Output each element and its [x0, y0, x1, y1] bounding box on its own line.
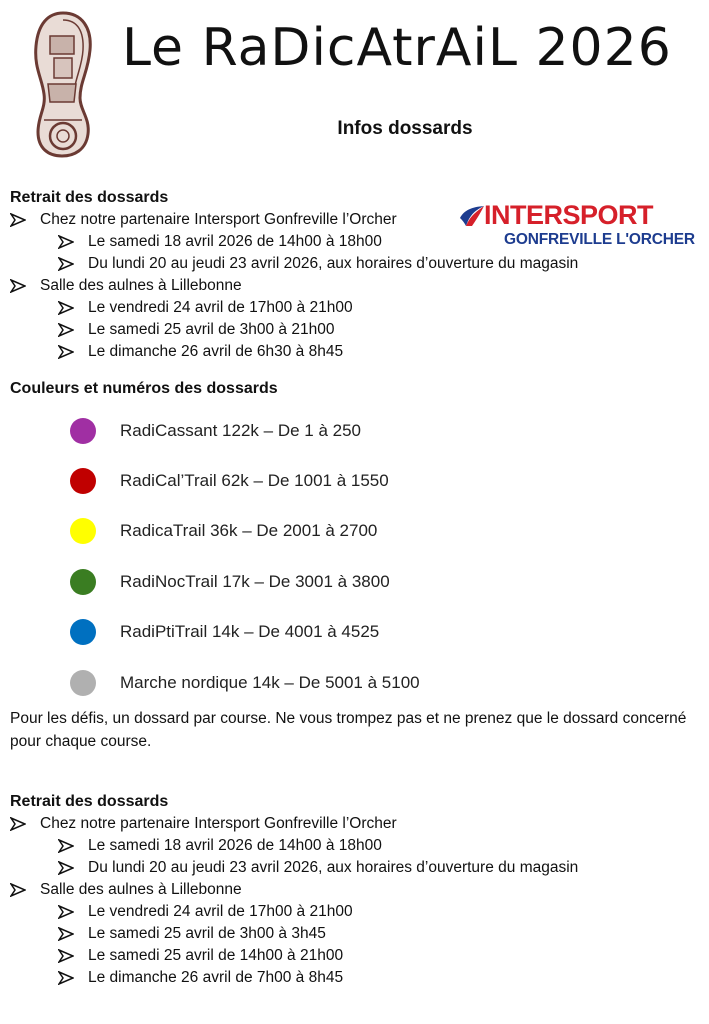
list-item: Le samedi 18 avril 2026 de 14h00 à 18h00 [10, 231, 578, 253]
arrow-bullet-icon [58, 949, 74, 963]
arrow-bullet-icon [58, 971, 74, 985]
arrow-bullet-icon [10, 279, 26, 293]
section-heading: Couleurs et numéros des dossards [10, 380, 278, 397]
sponsor-name: INTERSPORT [484, 200, 654, 230]
bib-item [70, 619, 379, 645]
bib-label: RadiCal’Trail 62k – De 1001 à 1550 [120, 471, 389, 490]
color-dot [70, 418, 96, 444]
list-item: Le dimanche 26 avril de 6h30 à 8h45 [10, 341, 578, 363]
bib-label: Marche nordique 14k – De 5001 à 5100 [120, 673, 420, 692]
color-dot [70, 518, 96, 544]
bib-item [70, 569, 390, 595]
arrow-bullet-icon [58, 323, 74, 337]
list-item: Le vendredi 24 avril de 17h00 à 21h00 [10, 901, 578, 923]
arrow-bullet-icon [58, 927, 74, 941]
section-heading: Retrait des dossards [10, 189, 169, 206]
arrow-bullet-icon [58, 235, 74, 249]
section-heading: Retrait des dossards [10, 793, 169, 810]
arrow-bullet-icon [58, 839, 74, 853]
list-item: Le samedi 25 avril de 3h00 à 3h45 [10, 923, 578, 945]
list-item: Du lundi 20 au jeudi 23 avril 2026, aux horaires d’ouverture du magasin [10, 253, 578, 275]
bib-item [70, 418, 361, 444]
arrow-bullet-icon [10, 817, 26, 831]
color-dot [70, 468, 96, 494]
info-note: Pour les défis, un dossard par course. Ne vous trompez pas et ne prenez que le dossard concerné pour chaque course. [10, 710, 687, 750]
bib-label: RadiNocTrail 17k – De 3001 à 3800 [120, 572, 390, 591]
arrow-bullet-icon [10, 883, 26, 897]
list-item: Le samedi 18 avril 2026 de 14h00 à 18h00 [10, 835, 578, 857]
list-item: Du lundi 20 au jeudi 23 avril 2026, aux horaires d’ouverture du magasin [10, 857, 578, 879]
sponsor-location: GONFREVILLE L'ORCHER [504, 231, 695, 248]
bib-item [70, 518, 377, 544]
bib-item [70, 670, 420, 696]
list-item: Chez notre partenaire Intersport Gonfreville l’Orcher [10, 209, 578, 231]
list-item: Le vendredi 24 avril de 17h00 à 21h00 [10, 297, 578, 319]
bib-item [70, 468, 389, 494]
color-dot [70, 569, 96, 595]
list-item: Le samedi 25 avril de 3h00 à 21h00 [10, 319, 578, 341]
list-item: Le samedi 25 avril de 14h00 à 21h00 [10, 945, 578, 967]
arrow-bullet-icon [58, 905, 74, 919]
pickup-section-2 [10, 791, 578, 989]
color-dot [70, 619, 96, 645]
arrow-bullet-icon [58, 861, 74, 875]
list-item: Chez notre partenaire Intersport Gonfreville l’Orcher [10, 813, 578, 835]
list-item: Le dimanche 26 avril de 7h00 à 8h45 [10, 967, 578, 989]
bib-label: RadiPtiTrail 14k – De 4001 à 4525 [120, 622, 380, 641]
arrow-bullet-icon [58, 257, 74, 271]
page-title: Le RaDicAtrAiL 2026 [122, 18, 672, 78]
bib-label: RadiCassant 122k – De 1 à 250 [120, 421, 361, 440]
arrow-bullet-icon [58, 345, 74, 359]
bib-label: RadicaTrail 36k – De 2001 à 2700 [120, 521, 378, 540]
pickup-section-1 [10, 187, 578, 363]
page-subtitle: Infos dossards [337, 118, 473, 139]
list-item: Salle des aulnes à Lillebonne [10, 275, 578, 297]
shoe-sole-icon [30, 10, 96, 158]
list-item: Salle des aulnes à Lillebonne [10, 879, 578, 901]
arrow-bullet-icon [58, 301, 74, 315]
arrow-bullet-icon [10, 213, 26, 227]
color-dot [70, 670, 96, 696]
